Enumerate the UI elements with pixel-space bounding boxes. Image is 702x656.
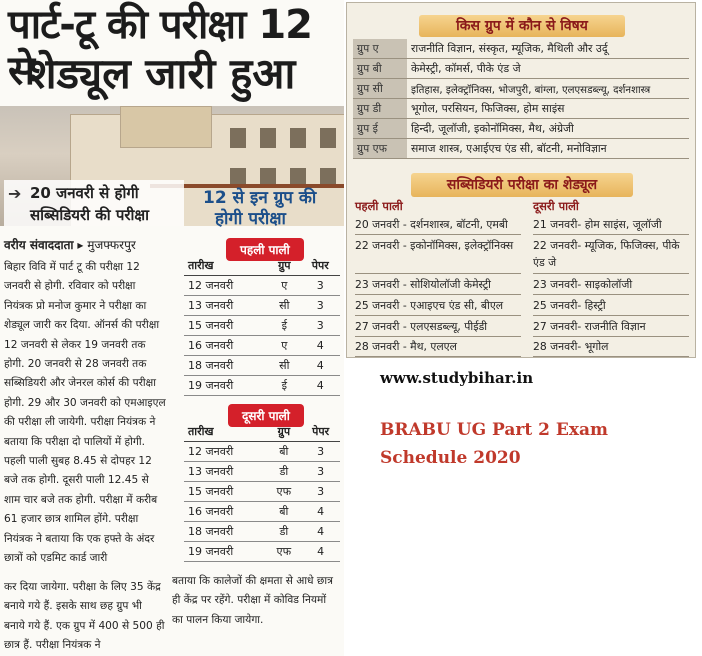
list-item: 22 जनवरी- म्यूजिक, फिजिक्स, पीके एंड जे <box>533 237 689 274</box>
list-item: 21 जनवरी- होम साइंस, जूलॉजी <box>533 215 689 235</box>
caption-arrow-icon: ➔ <box>8 184 22 203</box>
promo-title-line2: Schedule 2020 <box>380 448 521 468</box>
cell-group: डी <box>266 462 301 482</box>
table-row <box>184 522 340 542</box>
table-row <box>184 296 340 316</box>
article-body-main: बिहार विवि में पार्ट टू की परीक्षा 12 जनवरी से होगी. रविवार को परीक्षा नियंत्रक प्रो मनोज कुमार ने परीक्षा का शेड्यूल जारी कर दिया. ऑनर्स की परीक्षा 12 जनवरी से लेकर 19 जनवरी तक होगी. 20 जनवरी से 28 जनवरी तक सब्सिडियरी और जेनरल कोर्स की परीक्षा होगी. 29 और 30 जनवरी को एमआइएल की परीक्षा ली जायेगी. परीक्षा नियंत्रक ने बताया कि परीक्षा दो पालियों में होगी. पहली पाली सुबह 8.45 से दोपहर 12 बजे तक होगी. दूसरी पाली 12.45 से शाम चार बजे तक होगी. परीक्षा में करीब 61 हजार छात्र शामिल होंगे. परीक्षा नियंत्रक ने बताया कि एक हफ्ते के अंदर छात्रों को एडमिट कार्ड जारी <box>4 261 166 565</box>
cell-paper: 3 <box>300 316 340 336</box>
shift2-table <box>184 422 340 562</box>
cell-group: सी <box>268 356 300 376</box>
table-row <box>184 442 340 462</box>
cell-group: सी <box>268 296 300 316</box>
col-date: तारीख <box>184 422 266 442</box>
list-item: 25 जनवरी - एआइएच एंड सी, बीएल <box>355 296 521 316</box>
col-paper: पेपर <box>301 422 340 442</box>
group-name: ग्रुप ए <box>353 39 407 59</box>
table-row <box>353 119 689 139</box>
table-row <box>184 462 340 482</box>
cell-paper: 4 <box>300 356 340 376</box>
group-subjects: इतिहास, इलेक्ट्रॉनिक्स, भोजपुरी, बांग्ला, एलएसडब्ल्यू, दर्शनशास्त्र <box>407 79 689 99</box>
groups-title: किस ग्रुप में कौन से विषय <box>419 15 625 37</box>
cell-group: ई <box>268 316 300 336</box>
group-caption-line2: होगी परीक्षा <box>215 209 286 229</box>
site-url: www.studybihar.in <box>380 369 534 387</box>
cell-date: 15 जनवरी <box>184 316 268 336</box>
group-subjects: समाज शास्त्र, एआईएच एंड सी, बॉटनी, मनोविज्ञान <box>407 139 689 159</box>
table-row <box>353 79 689 99</box>
group-name: ग्रुप ई <box>353 119 407 139</box>
table-row <box>353 39 689 59</box>
list-item: 23 जनवरी- साइकोलॉजी <box>533 275 689 295</box>
cell-paper: 4 <box>301 502 340 522</box>
article-body-right: बताया कि कालेजों की क्षमता से आधे छात्र ही केंद्र पर रहेंगे. परीक्षा में कोविड नियमों का पालन किया जायेगा. <box>172 575 333 626</box>
table-row <box>353 99 689 119</box>
cell-paper: 3 <box>300 296 340 316</box>
cell-date: 19 जनवरी <box>184 542 266 562</box>
cell-group: ई <box>268 376 300 396</box>
list-item: 28 जनवरी - मैथ, एलएल <box>355 337 521 357</box>
cell-group: ए <box>268 336 300 356</box>
cell-date: 13 जनवरी <box>184 462 266 482</box>
table-row <box>184 542 340 562</box>
list-item: 28 जनवरी- भूगोल <box>533 337 689 357</box>
list-item: 22 जनवरी - इकोनॉमिक्स, इलेक्ट्रॉनिक्स <box>355 237 521 274</box>
cell-paper: 3 <box>301 462 340 482</box>
cell-paper: 4 <box>301 542 340 562</box>
cell-date: 19 जनवरी <box>184 376 268 396</box>
group-name: ग्रुप सी <box>353 79 407 99</box>
first-shift-label: पहली पाली <box>355 199 403 213</box>
col-date: तारीख <box>184 256 268 276</box>
list-item: 25 जनवरी- हिस्ट्री <box>533 296 689 316</box>
promo-title-line1: BRABU UG Part 2 Exam <box>380 420 608 440</box>
table-row <box>184 482 340 502</box>
table-row <box>184 336 340 356</box>
byline <box>4 236 136 253</box>
cell-group: डी <box>266 522 301 542</box>
groups-table <box>353 39 689 159</box>
second-shift-label: दूसरी पाली <box>533 199 579 213</box>
cell-date: 18 जनवरी <box>184 522 266 542</box>
cell-date: 13 जनवरी <box>184 296 268 316</box>
shift1-table <box>184 256 340 396</box>
group-subjects: राजनीति विज्ञान, संस्कृत, म्यूजिक, मैथिली और उर्दू <box>407 39 689 59</box>
byline-arrow-icon: ▸ <box>77 238 84 252</box>
table-row <box>353 139 689 159</box>
cell-group: ए <box>268 276 300 296</box>
col-paper: पेपर <box>300 256 340 276</box>
cell-group: बी <box>266 442 301 462</box>
table-row <box>184 276 340 296</box>
left-news-clipping <box>0 0 344 656</box>
cell-group: बी <box>266 502 301 522</box>
cell-date: 18 जनवरी <box>184 356 268 376</box>
list-item: 27 जनवरी - एलएसडब्ल्यू, पीईडी <box>355 317 521 337</box>
group-caption-line1: 12 से इन ग्रुप की <box>203 188 317 208</box>
table-row <box>184 502 340 522</box>
subsidiary-title: सब्सिडियरी परीक्षा का शेड्यूल <box>411 173 633 197</box>
cell-date: 12 जनवरी <box>184 442 266 462</box>
cell-date: 15 जनवरी <box>184 482 266 502</box>
cell-group: एफ <box>266 482 301 502</box>
photo-caption-line2: सब्सिडियरी की परीक्षा <box>30 206 150 224</box>
col-group: ग्रुप <box>266 422 301 442</box>
byline-role: वरीय संवाददाता <box>4 238 74 252</box>
table-row <box>184 316 340 336</box>
cell-paper: 3 <box>301 442 340 462</box>
group-subjects: केमेस्ट्री, कॉमर्स, पीके एंड जे <box>407 59 689 79</box>
cell-date: 12 जनवरी <box>184 276 268 296</box>
group-name: ग्रुप डी <box>353 99 407 119</box>
cell-date: 16 जनवरी <box>184 336 268 356</box>
shift1-header: पहली पाली <box>226 238 304 261</box>
cell-group: एफ <box>266 542 301 562</box>
group-subjects: हिन्दी, जूलॉजी, इकोनॉमिक्स, मैथ, अंग्रेजी <box>407 119 689 139</box>
shift2-header: दूसरी पाली <box>228 404 304 427</box>
table-row <box>353 59 689 79</box>
headline-line1: पार्ट-टू की परीक्षा 12 से <box>8 2 313 94</box>
byline-place: मुजफ्फरपुर <box>87 238 136 252</box>
cell-date: 16 जनवरी <box>184 502 266 522</box>
cell-paper: 4 <box>300 376 340 396</box>
right-news-clipping <box>346 2 696 358</box>
group-name: ग्रुप बी <box>353 59 407 79</box>
cell-paper: 4 <box>301 522 340 542</box>
cell-paper: 4 <box>300 336 340 356</box>
list-item: 27 जनवरी- राजनीति विज्ञान <box>533 317 689 337</box>
article-body-lower: कर दिया जायेगा. परीक्षा के लिए 35 केंद्र बनाये गये हैं. इसके साथ छह ग्रुप भी बनाये गये हैं. एक ग्रुप में 400 से 500 ही छात्र हैं. परीक्षा नियंत्रक ने <box>4 581 165 652</box>
group-subjects: भूगोल, परसियन, फिजिक्स, होम साइंस <box>407 99 689 119</box>
table-row <box>184 376 340 396</box>
table-row <box>184 356 340 376</box>
photo-caption-line1: 20 जनवरी से होगी <box>30 184 139 202</box>
list-item: 20 जनवरी - दर्शनशास्त्र, बॉटनी, एमबी <box>355 215 521 235</box>
cell-paper: 3 <box>300 276 340 296</box>
group-name: ग्रुप एफ <box>353 139 407 159</box>
headline-line2: शेड्यूल जारी हुआ <box>28 49 296 98</box>
list-item: 23 जनवरी - सोशियोलॉजी केमेस्ट्री <box>355 275 521 295</box>
cell-paper: 3 <box>301 482 340 502</box>
col-group: ग्रुप <box>268 256 300 276</box>
